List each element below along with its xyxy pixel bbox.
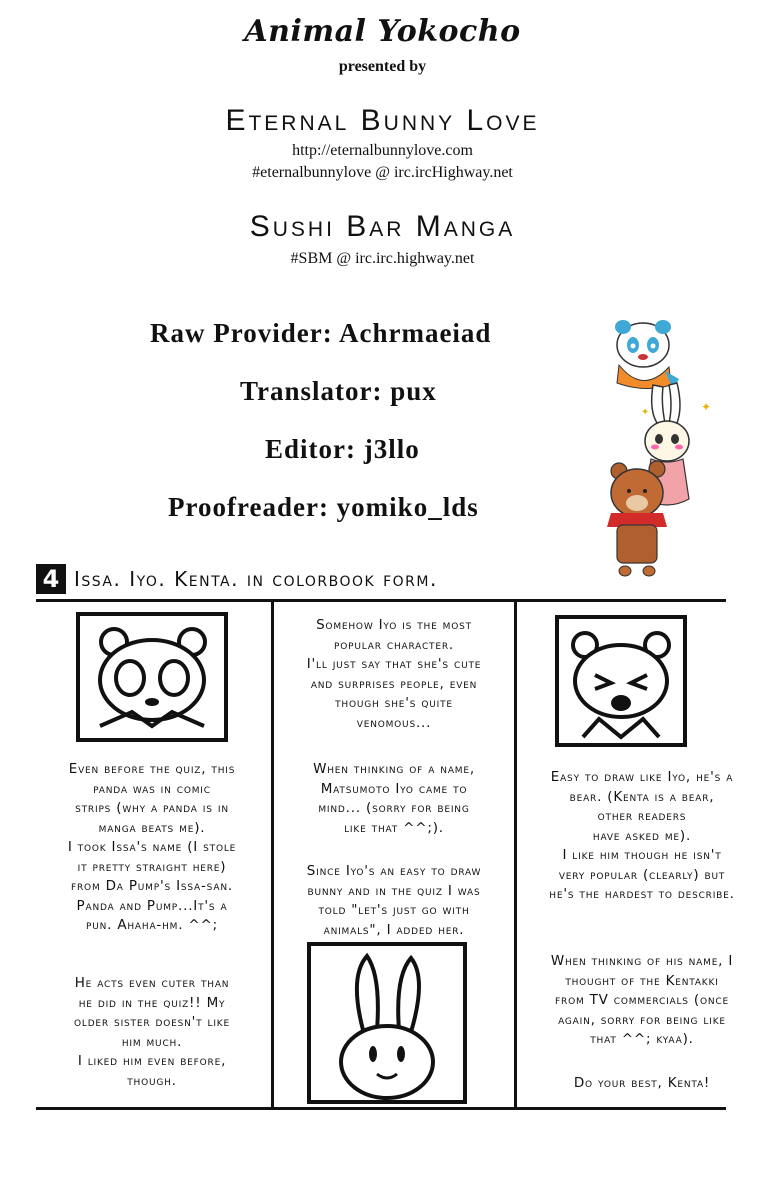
group-irc-ebl: #eternalbunnylove @ irc.ircHighway.net [252, 164, 513, 181]
text-line: him much. [121, 1033, 183, 1050]
iyo-name-note [276, 760, 512, 838]
text-line: very popular (clearly) but [558, 866, 726, 883]
text-line: thought of the Kentakki [565, 972, 719, 989]
text-line: venomous... [356, 714, 432, 731]
bear-face-icon [559, 619, 683, 743]
text-line: older sister doesn't like [74, 1014, 230, 1030]
group-name-sbm: Sushi Bar Manga [249, 210, 516, 243]
credit-translator: Translator: pux [240, 376, 437, 406]
panda-face-icon [80, 616, 224, 738]
panda-panel [76, 612, 228, 742]
kenta-name-note [517, 952, 767, 1050]
kenta-closing [517, 1074, 767, 1094]
bear-mascot-icon [607, 461, 667, 576]
text-line: popular character. [334, 636, 454, 653]
text-line: I like him though he isn't [562, 847, 722, 863]
page-title: Animal Yokocho [244, 14, 521, 49]
iyo-description [276, 616, 512, 733]
text-line: other readers [597, 808, 687, 824]
bunny-face-icon [311, 946, 463, 1100]
text-line: Even before the quiz, this [68, 761, 236, 777]
presented-by-label: presented by [338, 58, 427, 75]
text-line: he's the hardest to describe. [549, 886, 735, 902]
svg-text:✦: ✦ [641, 407, 650, 418]
text-line: though she's quite [335, 695, 453, 711]
group-name-ebl: Eternal Bunny Love [225, 104, 540, 137]
bunny-panel [307, 942, 467, 1104]
text-line: Matsumoto Iyo came to [320, 780, 468, 797]
text-line: though. [127, 1072, 177, 1089]
text-line: told "let's just go with [318, 902, 470, 918]
iyo-origin-note [276, 862, 512, 940]
text-line: and surprises people, even [310, 675, 478, 692]
credit-editor: Editor: j3llo [265, 434, 420, 464]
mascots-illustration [605, 315, 725, 580]
bear-panel [555, 615, 687, 747]
group-url-ebl[interactable]: http://eternalbunnylove.com [292, 142, 473, 159]
text-line: animals", I added her. [323, 921, 465, 938]
text-line: like that ^^;). [344, 819, 444, 836]
text-line: from Da Pump's Issa-san. [71, 878, 233, 894]
text-line: I took Issa's name (I stole [67, 839, 237, 855]
divider-top [36, 599, 726, 602]
text-line: from TV commercials (once [555, 992, 729, 1008]
text-line: He acts even cuter than [74, 975, 230, 991]
issa-notes [36, 974, 268, 1091]
text-line: I'll just say that she's cute [306, 656, 482, 672]
text-line: that ^^; kyaa). [590, 1031, 694, 1047]
kenta-description [517, 768, 767, 905]
text-line: Do your best, Kenta! [573, 1075, 711, 1091]
text-line: When thinking of a name, [313, 761, 475, 777]
credit-proofreader: Proofreader: yomiko_lds [168, 492, 479, 522]
text-line: panda was in comic [93, 780, 211, 797]
group-irc-sbm: #SBM @ irc.irc.highway.net [290, 250, 475, 267]
text-line: When thinking of his name, I [550, 953, 734, 969]
text-line: he did in the quiz!! My [78, 994, 226, 1011]
text-line: Since Iyo's an easy to draw [306, 863, 482, 879]
text-line: mind... (sorry for being [318, 800, 470, 816]
text-line: I liked him even before, [77, 1053, 227, 1069]
divider-bottom [36, 1107, 726, 1110]
text-line: strips (why a panda is in [75, 800, 229, 816]
text-line: it pretty straight here) [77, 858, 227, 875]
chapter-title: Issa. Iyo. Kenta. in colorbook form. [74, 567, 438, 591]
column-divider-1 [271, 599, 274, 1110]
text-line: Easy to draw like Iyo, he's a [550, 769, 734, 785]
panda-mascot-icon [615, 320, 679, 389]
credit-raw-provider: Raw Provider: Achrmaeiad [150, 318, 492, 348]
svg-text:✦: ✦ [701, 400, 712, 414]
text-line: Panda and Pump...It's a [76, 897, 228, 914]
chapter-number-badge: 4 [36, 564, 66, 594]
text-line: bunny and in the quiz I was [307, 882, 481, 899]
text-line: again, sorry for being like [558, 1011, 726, 1028]
issa-description [36, 760, 268, 936]
text-line: have asked me). [592, 827, 692, 844]
text-line: pun. Ahaha-hm. ^^; [86, 917, 218, 933]
text-line: Somehow Iyo is the most [316, 617, 472, 633]
text-line: bear. (Kenta is a bear, [569, 788, 715, 805]
text-line: manga beats me). [98, 819, 206, 836]
